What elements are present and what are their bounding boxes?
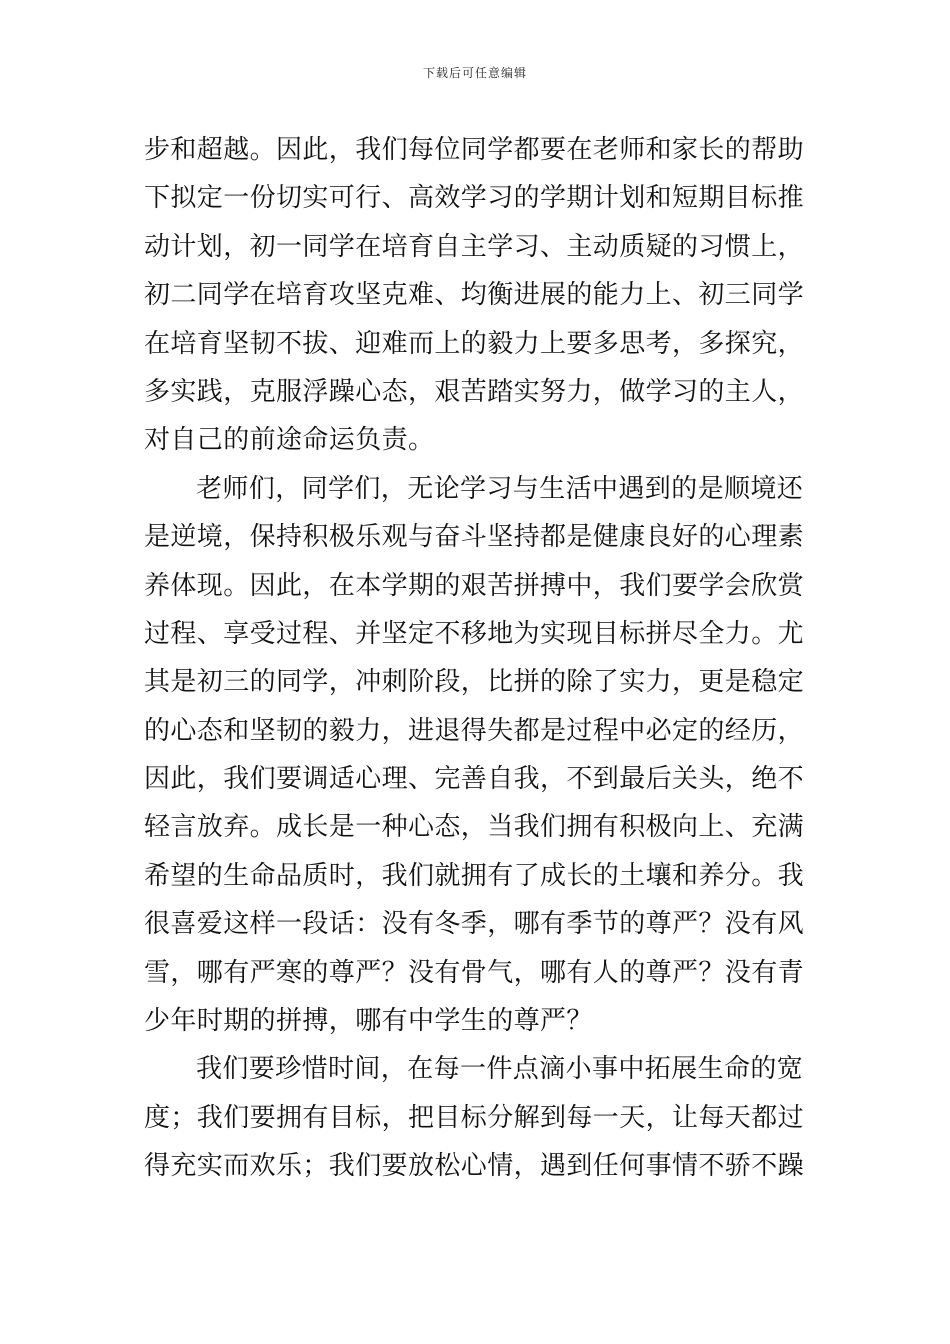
text-line: 因此，我们要调适心理、完善自我，不到最后关头，绝不 <box>144 764 805 795</box>
text-line: 养体现。因此，在本学期的艰苦拼搏中，我们要学会欣赏 <box>144 570 805 601</box>
text-line: 少年时期的拼搏，哪有中学生的尊严？ <box>144 1006 593 1037</box>
text-line: 动计划，初一同学在培育自主学习、主动质疑的习惯上， <box>144 231 805 262</box>
text-line: 是逆境，保持积极乐观与奋斗坚持都是健康良好的心理素 <box>144 522 805 553</box>
text-line: 希望的生命品质时，我们就拥有了成长的土壤和养分。我 <box>144 860 805 891</box>
text-line: 对自己的前途命运负责。 <box>144 425 435 456</box>
text-line: 我们要珍惜时间，在每一件点滴小事中拓展生命的宽 <box>196 1054 804 1085</box>
header-note: 下载后可任意编辑 <box>422 66 527 80</box>
text-line: 其是初三的同学，冲刺阶段，比拼的除了实力，更是稳定 <box>144 667 805 698</box>
text-line: 轻言放弃。成长是一种心态，当我们拥有积极向上、充满 <box>144 812 805 843</box>
text-line: 在培育坚韧不拔、迎难而上的毅力上要多思考，多探究， <box>144 328 805 359</box>
text-line: 下拟定一份切实可行、高效学习的学期计划和短期目标推 <box>144 183 805 214</box>
text-line: 度；我们要拥有目标，把目标分解到每一天，让每天都过 <box>144 1102 805 1133</box>
text-line: 的心态和坚韧的毅力，进退得失都是过程中必定的经历， <box>144 715 805 746</box>
text-line: 步和超越。因此，我们每位同学都要在老师和家长的帮助 <box>144 135 805 165</box>
body-text <box>144 126 810 1191</box>
text-line: 很喜爱这样一段话：没有冬季，哪有季节的尊严？没有风 <box>144 909 805 940</box>
text-line: 老师们，同学们，无论学习与生活中遇到的是顺境还 <box>196 473 804 504</box>
text-line: 雪，哪有严寒的尊严？没有骨气，哪有人的尊严？没有青 <box>144 957 805 988</box>
text-line: 得充实而欢乐；我们要放松心情，遇到任何事情不骄不躁 <box>144 1151 805 1182</box>
text-line: 过程、享受过程、并坚定不移地为实现目标拼尽全力。尤 <box>144 618 805 649</box>
text-line: 多实践，克服浮躁心态，艰苦踏实努力，做学习的主人， <box>144 376 805 407</box>
text-line: 初二同学在培育攻坚克难、均衡进展的能力上、初三同学 <box>144 280 805 311</box>
